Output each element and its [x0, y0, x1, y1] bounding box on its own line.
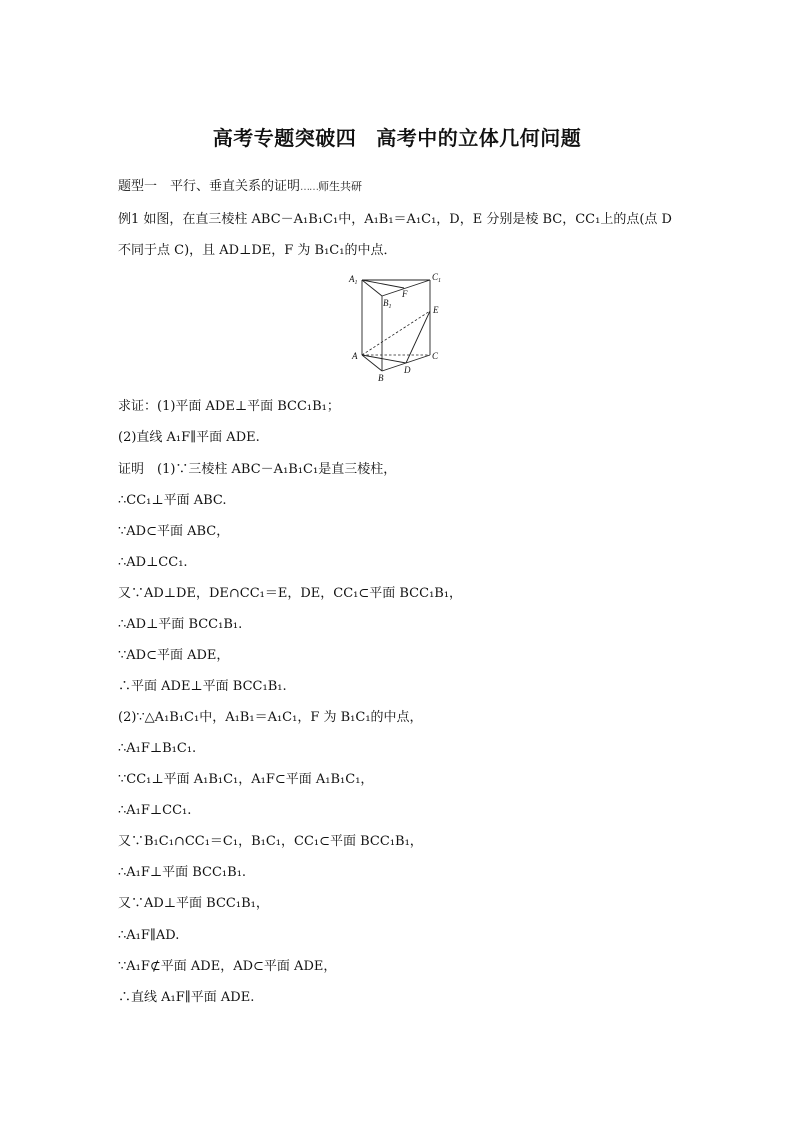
proof-line-5: 又∵AD⊥DE，DE∩CC₁＝E，DE，CC₁⊂平面 BCC₁B₁，	[118, 586, 463, 601]
proof-line-11: ∵CC₁⊥平面 A₁B₁C₁，A₁F⊂平面 A₁B₁C₁，	[118, 772, 374, 787]
prove-line-2: (2)直线 A₁F∥平面 ADE.	[118, 430, 260, 445]
proof-line-1: 证明 (1)∵三棱柱 ABC－A₁B₁C₁是直三棱柱，	[118, 462, 397, 477]
section-label: 题型一 平行、垂直关系的证明	[118, 179, 301, 194]
label-F: F	[402, 289, 408, 299]
section-dots: ……	[300, 182, 319, 193]
title-part2: 高考中的立体几何问题	[376, 126, 582, 150]
label-C1: $C_1$	[432, 272, 442, 284]
label-B: B	[378, 373, 384, 383]
segment-A1F	[362, 280, 404, 288]
label-E: E	[433, 305, 439, 315]
proof-line-10: ∴A₁F⊥B₁C₁.	[118, 741, 197, 756]
prism-diagram	[340, 268, 450, 388]
proof-line-14: ∴A₁F⊥平面 BCC₁B₁.	[118, 865, 247, 880]
proof-line-9: (2)∵△A₁B₁C₁中，A₁B₁＝A₁C₁，F 为 B₁C₁的中点，	[118, 710, 423, 725]
proof-line-18: ∴直线 A₁F∥平面 ADE.	[118, 990, 255, 1005]
page-title	[0, 122, 794, 151]
proof-line-12: ∴A₁F⊥CC₁.	[118, 803, 192, 818]
title-part1: 高考专题突破四	[212, 126, 357, 150]
edge-A1B1	[362, 280, 382, 296]
section-heading	[118, 178, 362, 197]
label-B1: $B_1$	[383, 298, 392, 310]
label-C: C	[432, 351, 439, 361]
proof-line-8: ∴平面 ADE⊥平面 BCC₁B₁.	[118, 679, 287, 694]
proof-line-16: ∴A₁F∥AD.	[118, 928, 180, 943]
segment-AD	[362, 355, 406, 363]
proof-line-13: 又∵B₁C₁∩CC₁＝C₁，B₁C₁，CC₁⊂平面 BCC₁B₁，	[118, 834, 423, 849]
proof-line-17: ∵A₁F⊄平面 ADE，AD⊂平面 ADE，	[118, 959, 337, 974]
proof-line-3: ∵AD⊂平面 ABC，	[118, 524, 230, 539]
edge-AB	[362, 355, 382, 371]
label-A1: $A_1$	[349, 274, 358, 286]
proof-line-4: ∴AD⊥CC₁.	[118, 555, 188, 570]
prove-line-1: 求证：(1)平面 ADE⊥平面 BCC₁B₁；	[118, 399, 340, 414]
problem-line-2: 不同于点 C)，且 AD⊥DE，F 为 B₁C₁的中点．	[118, 243, 397, 258]
proof-line-15: 又∵AD⊥平面 BCC₁B₁，	[118, 896, 269, 911]
proof-line-6: ∴AD⊥平面 BCC₁B₁.	[118, 617, 243, 632]
label-D: D	[404, 365, 411, 375]
proof-line-7: ∵AD⊂平面 ADE，	[118, 648, 230, 663]
problem-line-1: 例1 如图，在直三棱柱 ABC－A₁B₁C₁中，A₁B₁＝A₁C₁，D，E 分别是棱 BC，CC₁上的点(点 D	[118, 212, 672, 227]
section-tag: 师生共研	[318, 180, 363, 193]
prism-figure	[340, 268, 450, 388]
label-A: A	[352, 351, 358, 361]
proof-line-2: ∴CC₁⊥平面 ABC.	[118, 493, 227, 508]
